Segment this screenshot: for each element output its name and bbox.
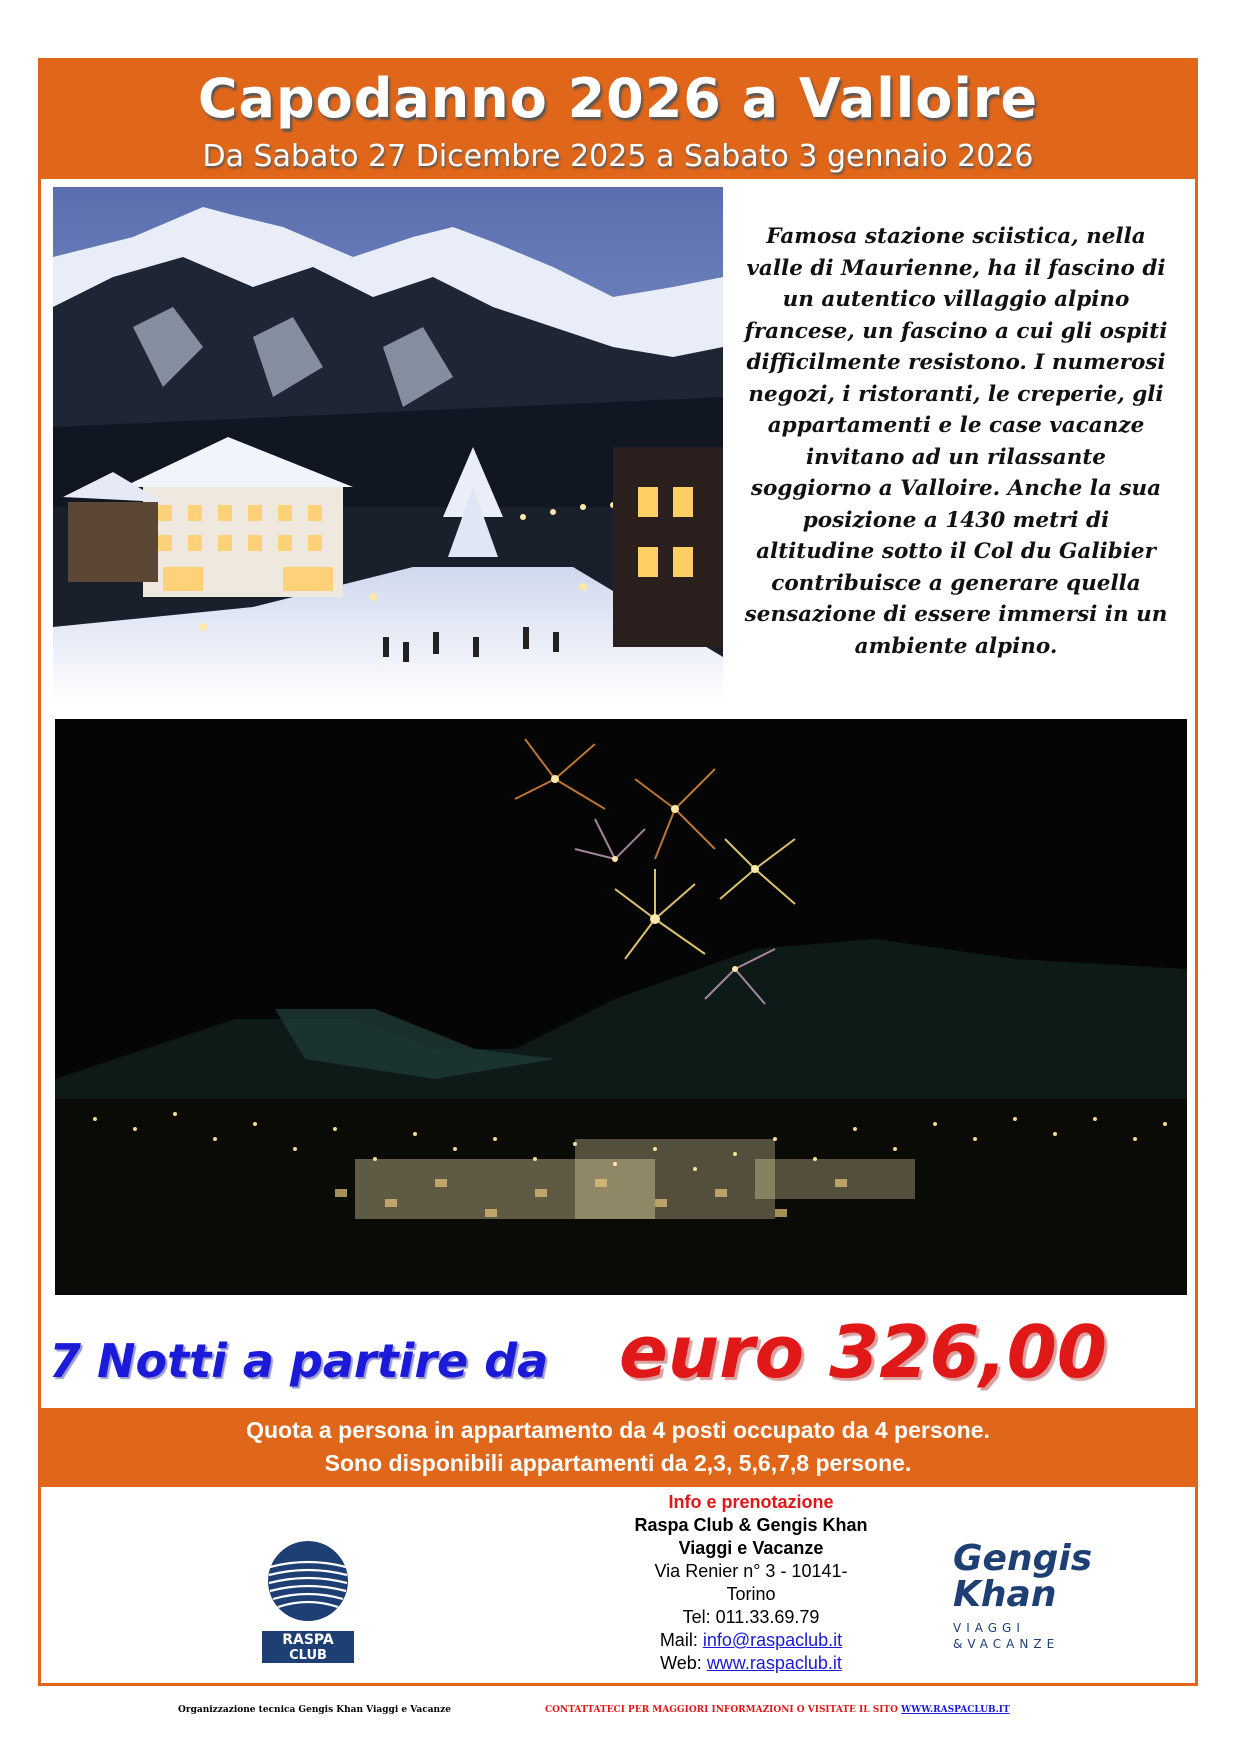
gengis-khan-logo [953, 1538, 1113, 1651]
description-line: invitano ad un rilassante [806, 444, 1106, 470]
page-title: Capodanno 2026 a Valloire [197, 67, 1039, 130]
web-row [601, 1652, 901, 1675]
web-link[interactable]: www.raspaclub.it [706, 1653, 842, 1673]
mail-label: Mail: [659, 1630, 698, 1650]
fireworks-night-photo [55, 719, 1187, 1295]
gengis-logo-vacanze: &VACANZE [953, 1637, 1060, 1651]
date-range: Da Sabato 27 Dicembre 2025 a Sabato 3 gennaio 2026 [202, 139, 1034, 174]
raspa-logo-subtext: CLUB [289, 1648, 327, 1663]
price-headline [49, 1306, 1189, 1396]
description-line: un autentico villaggio alpino [782, 287, 1130, 312]
gengis-logo-text: Gengis [953, 1538, 1093, 1579]
description-line: contribuisce a generare quella [771, 570, 1141, 596]
web-label: Web: [660, 1653, 702, 1673]
price-amount: euro 326,00 [619, 1310, 1107, 1394]
description-line: posizione a 1430 metri di [802, 507, 1110, 533]
company-name: Raspa Club & Gengis Khan [634, 1515, 868, 1535]
description-line: sensazione di essere immersi in un [744, 602, 1168, 627]
contact-info [601, 1491, 901, 1675]
description-line: soggiorno a Valloire. Anche la sua [750, 476, 1162, 501]
valloire-village-photo [53, 187, 723, 703]
site-link[interactable]: WWW.RASPACLUB.IT [901, 1705, 1010, 1715]
mail-row [601, 1629, 901, 1652]
description-line: ambiente alpino. [854, 633, 1058, 659]
description-line: valle di Maurienne, ha il fascino di [746, 255, 1166, 281]
quota-line: Quota a persona in appartamento da 4 posti occupato da 4 persone. [246, 1417, 990, 1443]
mail-link[interactable]: info@raspaclub.it [702, 1630, 843, 1650]
header-banner [41, 61, 1195, 179]
contact-note-text: CONTATTATECI PER MAGGIORI INFORMAZIONI O VISITATE IL SITO [545, 1705, 898, 1715]
description-line: altitudine sotto il Col du Galibier [756, 539, 1156, 564]
quota-banner [41, 1408, 1195, 1487]
contact-note [545, 1705, 1010, 1715]
raspa-logo-text: RASPA [282, 1632, 334, 1648]
resort-description [731, 221, 1181, 662]
price-prefix: 7 Notti a partire da [49, 1334, 549, 1388]
description-line: difficilmente resistono. I numerosi [746, 350, 1166, 375]
gengis-logo-viaggi: VIAGGI [953, 1621, 1025, 1635]
description-line: Famosa stazione sciistica, nella [766, 224, 1146, 249]
company-subtitle: Viaggi e Vacanze [678, 1538, 824, 1558]
address-line: Via Renier n° 3 - 10141- [654, 1561, 848, 1581]
contact-footer [41, 1487, 1195, 1683]
technical-organization-note: Organizzazione tecnica Gengis Khan Viaggi e Vacanze [178, 1705, 451, 1715]
flyer-frame [38, 58, 1198, 1686]
khan-logo-text: Khan [953, 1574, 1057, 1615]
availability-line: Sono disponibili appartamenti da 2,3, 5,6,7,8 persone. [324, 1450, 912, 1476]
address-city: Torino [726, 1584, 776, 1604]
phone-number: Tel: 011.33.69.79 [682, 1607, 820, 1627]
description-line: negozi, i ristoranti, le creperie, gli [748, 381, 1164, 407]
description-line: francese, un fascino a cui gli ospiti [744, 318, 1168, 344]
info-heading: Info e prenotazione [668, 1492, 834, 1512]
raspa-club-logo [260, 1541, 356, 1665]
description-line: appartamenti e le case vacanze [767, 413, 1145, 438]
